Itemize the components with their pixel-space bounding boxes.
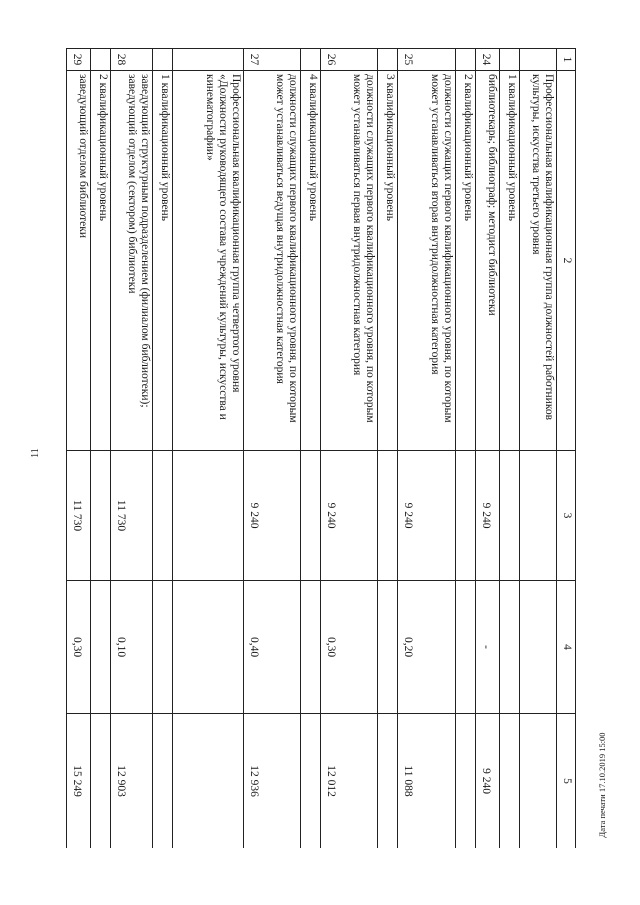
table-row <box>321 49 378 849</box>
row-number <box>153 49 173 71</box>
row-name: должности служащих первого квалификационного уровня, по которым может устанавливаться вторая внутридолжностная категория <box>398 71 455 451</box>
row-coefficient: - <box>475 581 499 714</box>
row-number <box>301 49 321 71</box>
row-coefficient <box>153 581 173 714</box>
header-cell-3: 3 <box>557 451 576 581</box>
row-base-salary: 11 730 <box>111 451 153 581</box>
row-number <box>519 49 557 71</box>
header-cell-4: 4 <box>557 581 576 714</box>
row-coefficient: 0,20 <box>398 581 455 714</box>
row-total-salary <box>153 714 173 849</box>
table-row <box>398 49 455 849</box>
row-coefficient <box>91 581 111 714</box>
table-header-row <box>557 49 576 849</box>
row-total-salary: 9 240 <box>475 714 499 849</box>
header-cell-1: 1 <box>557 49 576 71</box>
row-base-salary: 11 730 <box>67 451 91 581</box>
row-name: 4 квалификационный уровень <box>301 71 321 451</box>
row-number <box>173 49 244 71</box>
row-base-salary: 9 240 <box>321 451 378 581</box>
row-name: 1 квалификационный уровень <box>153 71 173 451</box>
row-base-salary <box>153 451 173 581</box>
row-total-salary: 15 249 <box>67 714 91 849</box>
row-total-salary <box>91 714 111 849</box>
row-number <box>91 49 111 71</box>
print-date-footer: Дата печати 17.10.2019 15:00 <box>597 732 607 838</box>
row-base-salary <box>455 451 475 581</box>
row-base-salary <box>301 451 321 581</box>
row-name: заведующий структурным подразделением (филиалом библиотеки); заведующий отделом (сектором) библиотеки <box>111 71 153 451</box>
row-total-salary: 12 903 <box>111 714 153 849</box>
table-row <box>173 49 244 849</box>
row-number: 29 <box>67 49 91 71</box>
row-base-salary <box>519 451 557 581</box>
row-number <box>499 49 519 71</box>
row-number <box>378 49 398 71</box>
row-name: должности служащих первого квалификационного уровня, по которым может устанавливаться ведущая внутридолжностная категория <box>243 71 300 451</box>
row-name: 2 квалификационный уровень <box>91 71 111 451</box>
row-name: Профессиональная квалификационная группа должностей работников культуры, искусства третьего уровня <box>519 71 557 451</box>
row-name: Профессиональная квалификационная группа четвертого уровня «Должности руководящего состава учреждений культуры, искусства и кинематографии» <box>173 71 244 451</box>
document-sheet <box>66 48 576 848</box>
row-coefficient: 0,40 <box>243 581 300 714</box>
table-row <box>153 49 173 849</box>
row-name: заведующий отделом библиотеки <box>67 71 91 451</box>
row-coefficient <box>519 581 557 714</box>
row-base-salary: 9 240 <box>475 451 499 581</box>
row-base-salary: 9 240 <box>243 451 300 581</box>
row-total-salary <box>499 714 519 849</box>
table-row <box>67 49 91 849</box>
row-number: 24 <box>475 49 499 71</box>
row-total-salary: 12 936 <box>243 714 300 849</box>
row-number: 25 <box>398 49 455 71</box>
salary-table <box>66 48 576 848</box>
table-rotated-container <box>66 48 576 848</box>
row-number: 26 <box>321 49 378 71</box>
table-row <box>519 49 557 849</box>
row-number: 28 <box>111 49 153 71</box>
row-coefficient <box>301 581 321 714</box>
row-base-salary <box>173 451 244 581</box>
page-number: 11 <box>30 448 41 458</box>
row-total-salary <box>301 714 321 849</box>
row-total-salary <box>519 714 557 849</box>
row-name: библиотекарь; библиограф; методист библиотеки <box>475 71 499 451</box>
row-coefficient: 0,10 <box>111 581 153 714</box>
row-coefficient: 0,30 <box>67 581 91 714</box>
table-row <box>455 49 475 849</box>
row-name: 3 квалификационный уровень <box>378 71 398 451</box>
row-total-salary: 12 012 <box>321 714 378 849</box>
row-name: 2 квалификационный уровень <box>455 71 475 451</box>
row-coefficient <box>499 581 519 714</box>
table-row <box>378 49 398 849</box>
row-number: 27 <box>243 49 300 71</box>
row-coefficient <box>455 581 475 714</box>
row-number <box>455 49 475 71</box>
row-name: 1 квалификационный уровень <box>499 71 519 451</box>
row-total-salary <box>173 714 244 849</box>
row-name: должности служащих первого квалификационного уровня, по которым может устанавливаться первая внутридолжностная категория <box>321 71 378 451</box>
row-coefficient <box>378 581 398 714</box>
row-total-salary <box>378 714 398 849</box>
table-row <box>301 49 321 849</box>
row-coefficient: 0,30 <box>321 581 378 714</box>
table-row <box>111 49 153 849</box>
header-cell-2: 2 <box>557 71 576 451</box>
row-base-salary <box>91 451 111 581</box>
row-base-salary <box>378 451 398 581</box>
row-base-salary: 9 240 <box>398 451 455 581</box>
row-total-salary: 11 088 <box>398 714 455 849</box>
table-row <box>243 49 300 849</box>
row-base-salary <box>499 451 519 581</box>
row-total-salary <box>455 714 475 849</box>
header-cell-5: 5 <box>557 714 576 849</box>
table-row <box>91 49 111 849</box>
table-row <box>475 49 499 849</box>
row-coefficient <box>173 581 244 714</box>
table-row <box>499 49 519 849</box>
